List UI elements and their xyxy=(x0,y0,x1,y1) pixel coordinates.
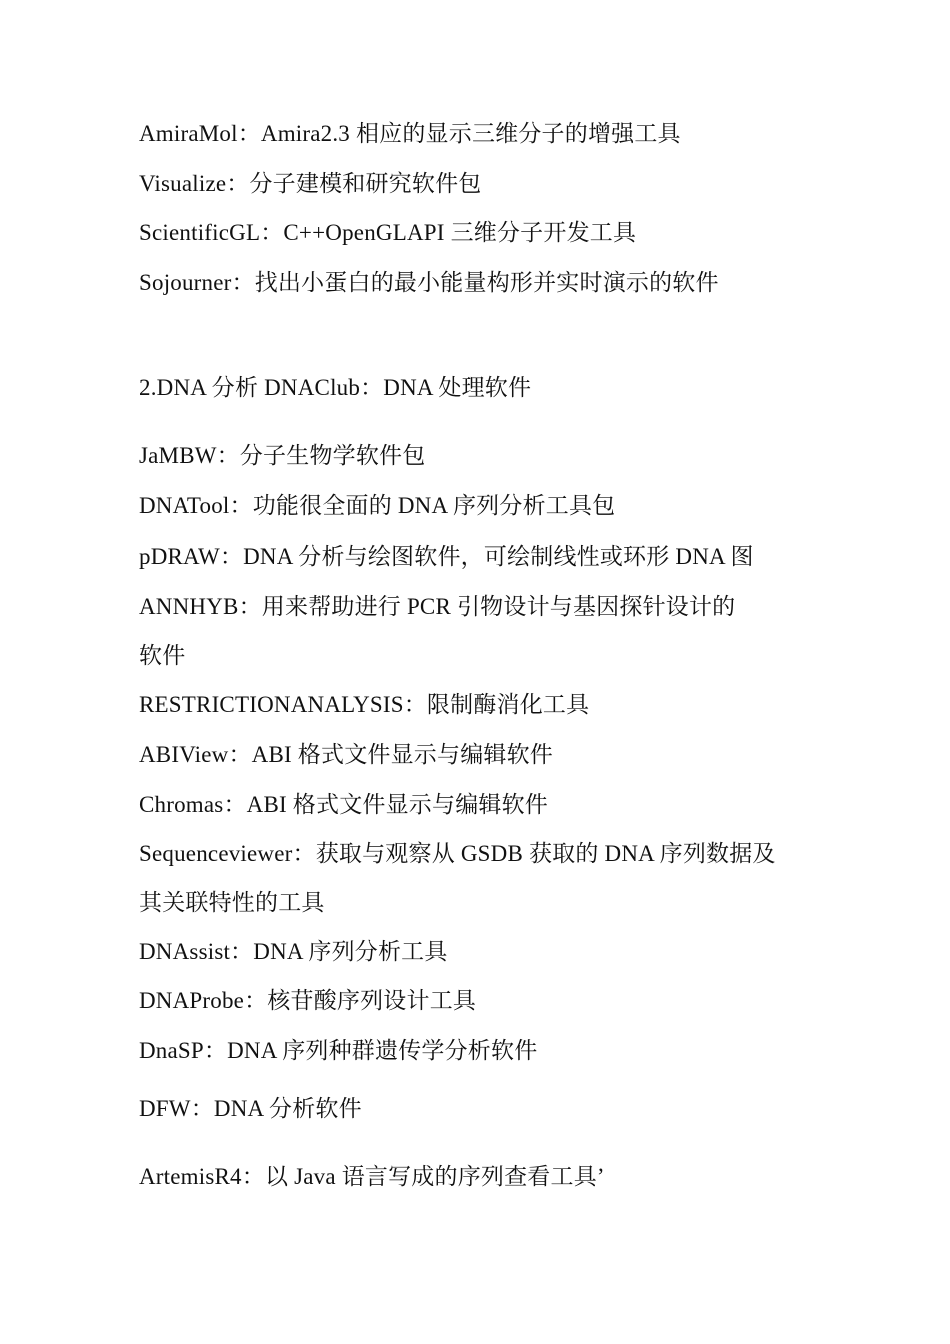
text-line-annhyb-cont: 软件 xyxy=(139,643,186,668)
text-line-scientificgl: ScientificGL：C++OpenGLAPI 三维分子开发工具 xyxy=(139,220,637,245)
text-line-dnatool: DNATool：功能很全面的 DNA 序列分析工具包 xyxy=(139,493,616,518)
section-heading-dna-analysis: 2.DNA 分析 DNAClub：DNA 处理软件 xyxy=(139,375,532,400)
text-line-sequenceviewer: Sequenceviewer：获取与观察从 GSDB 获取的 DNA 序列数据及 xyxy=(139,841,776,866)
text-line-amiramol: AmiraMol：Amira2.3 相应的显示三维分子的增强工具 xyxy=(139,121,681,146)
text-line-visualize: Visualize：分子建模和研究软件包 xyxy=(139,171,482,196)
text-line-dnaprobe: DNAProbe：核苷酸序列设计工具 xyxy=(139,988,477,1013)
text-line-dnassist: DNAssist：DNA 序列分析工具 xyxy=(139,939,448,964)
text-line-dnasp: DnaSP：DNA 序列种群遗传学分析软件 xyxy=(139,1038,538,1063)
text-line-chromas: Chromas：ABI 格式文件显示与编辑软件 xyxy=(139,792,549,817)
text-line-abiview: ABIView：ABI 格式文件显示与编辑软件 xyxy=(139,742,554,767)
text-line-pdraw: pDRAW：DNA 分析与绘图软件，可绘制线性或环形 DNA 图 xyxy=(139,544,754,569)
text-line-restriction-analysis: RESTRICTIONANALYSIS：限制酶消化工具 xyxy=(139,692,590,717)
text-line-sojourner: Sojourner：找出小蛋白的最小能量构形并实时演示的软件 xyxy=(139,270,719,295)
text-line-sequenceviewer-cont: 其关联特性的工具 xyxy=(139,890,325,915)
text-line-jambw: JaMBW：分子生物学软件包 xyxy=(139,443,426,468)
text-line-dfw: DFW：DNA 分析软件 xyxy=(139,1096,362,1121)
text-line-annhyb: ANNHYB：用来帮助进行 PCR 引物设计与基因探针设计的 xyxy=(139,594,736,619)
text-line-artemisr4: ArtemisR4：以 Java 语言写成的序列查看工具’ xyxy=(139,1164,605,1189)
